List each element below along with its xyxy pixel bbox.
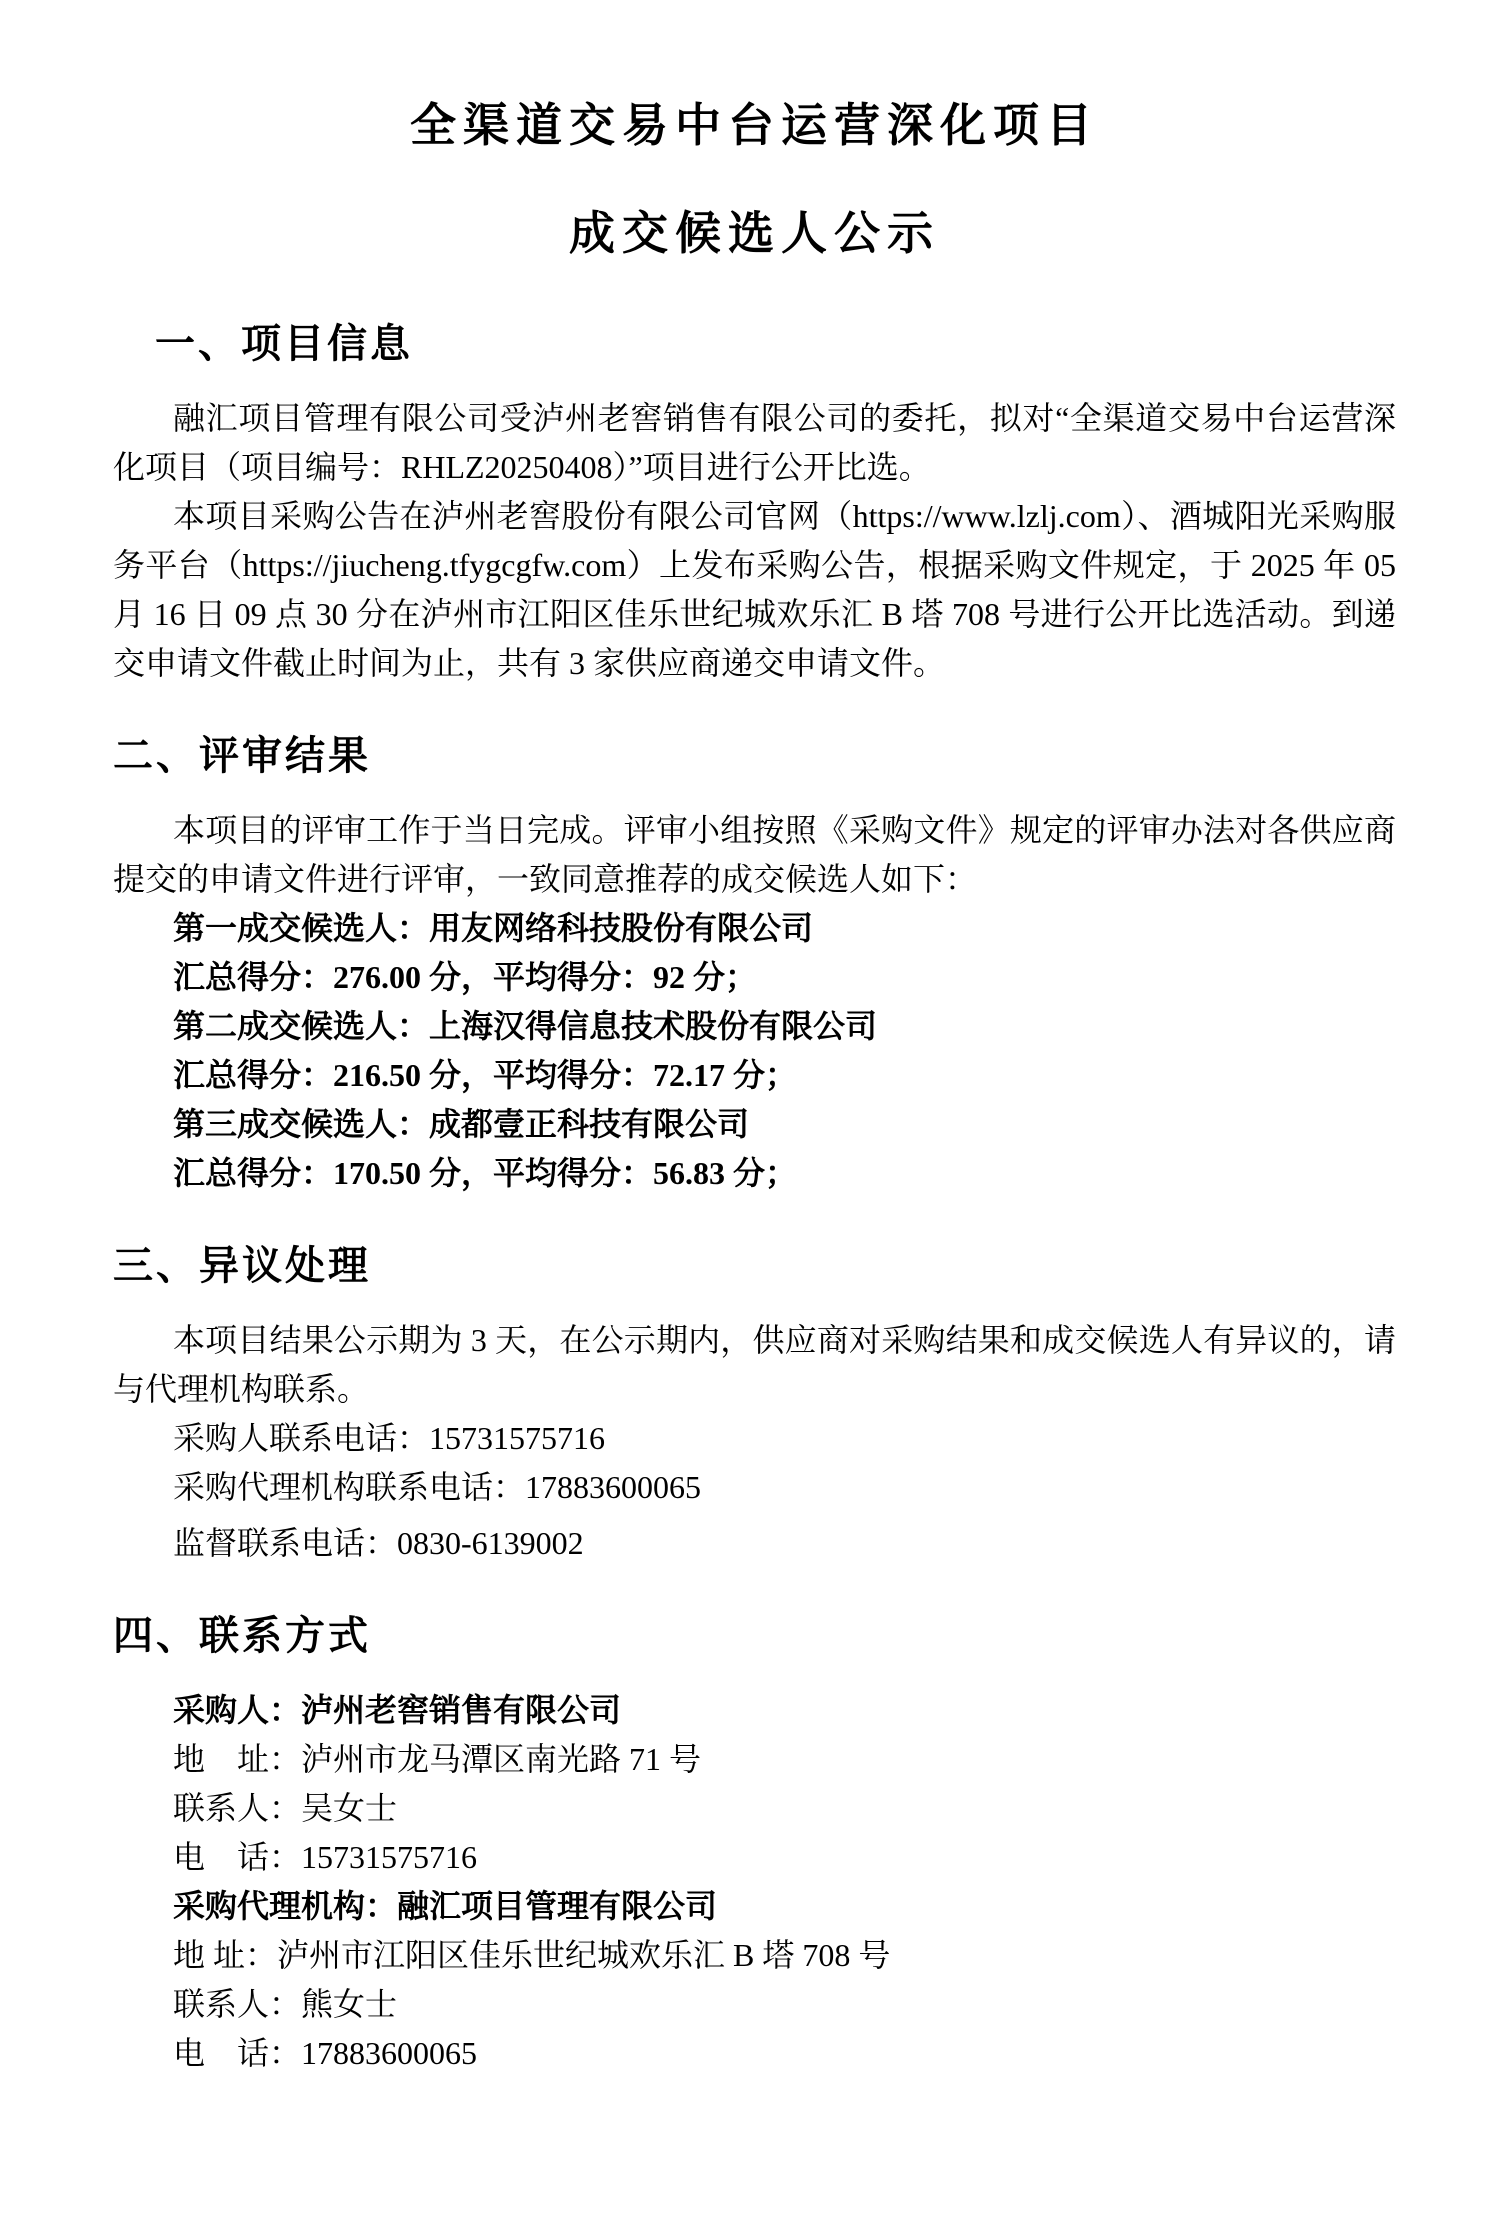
agency-contact-person-line: 联系人：熊女士 [173, 1986, 398, 2022]
candidate-3-score-line: 汇总得分：170.50 分，平均得分：56.83 分； [173, 1155, 798, 1191]
buyer-address-line: 地 址：泸州市龙马潭区南光路 71 号 [173, 1741, 702, 1777]
candidate-2-name-line: 第二成交候选人：上海汉得信息技术股份有限公司 [173, 1008, 878, 1044]
agency-name-line: 采购代理机构：融汇项目管理有限公司 [173, 1888, 718, 1924]
document-title-line1: 全渠道交易中台运营深化项目 [410, 100, 1099, 151]
section-3-heading: 三、异议处理 [113, 1243, 371, 1288]
candidate-2-score-line: 汇总得分：216.50 分，平均得分：72.17 分； [173, 1057, 798, 1093]
objection-paragraph: 本项目结果公示期为 3 天，在公示期内，供应商对采购结果和成交候选人有异议的，请与代理机构联系。 [113, 1322, 1396, 1407]
agency-contact-phone-line: 电 话：17883600065 [173, 2035, 478, 2071]
buyer-name-line: 采购人：泸州老窖销售有限公司 [173, 1692, 622, 1728]
candidate-1-name-line: 第一成交候选人：用友网络科技股份有限公司 [173, 910, 814, 946]
section-1-heading: 一、项目信息 [155, 321, 413, 366]
buyer-phone-line: 采购人联系电话：15731575716 [173, 1420, 606, 1456]
project-info-paragraph-2: 本项目采购公告在泸州老窖股份有限公司官网（https://www.lzlj.com）、酒城阳光采购服务平台（https://jiucheng.tfygcgfw.com）上发布采购公告，根据采购文件规定，于 2025 年 05 月 16 日 09 点 30 分在泸州市江阳区佳乐世纪城欢乐汇 B 塔 708 号进行公开比选活动。到递交申请文件截止时间为止，共有 3 家供应商递交申请文件。 [113, 498, 1404, 681]
agency-phone-line: 采购代理机构联系电话：17883600065 [173, 1469, 702, 1505]
section-4-heading: 四、联系方式 [113, 1613, 371, 1658]
candidate-1-score-line: 汇总得分：276.00 分，平均得分：92 分； [173, 959, 758, 995]
section-2-heading: 二、评审结果 [113, 733, 371, 778]
review-result-intro: 本项目的评审工作于当日完成。评审小组按照《采购文件》规定的评审办法对各供应商提交的申请文件进行评审，一致同意推荐的成交候选人如下： [113, 812, 1396, 897]
buyer-contact-person-line: 联系人：吴女士 [173, 1790, 398, 1826]
agency-address-line: 地 址：泸州市江阳区佳乐世纪城欢乐汇 B 塔 708 号 [173, 1937, 891, 1973]
candidate-3-name-line: 第三成交候选人：成都壹正科技有限公司 [173, 1106, 750, 1142]
supervision-phone-line: 监督联系电话：0830-6139002 [173, 1525, 584, 1561]
project-info-paragraph-1: 融汇项目管理有限公司受泸州老窖销售有限公司的委托，拟对“全渠道交易中台运营深化项目（项目编号：RHLZ20250408）”项目进行公开比选。 [113, 400, 1396, 485]
buyer-contact-phone-line: 电 话：15731575716 [173, 1839, 478, 1875]
document-title-line2: 成交候选人公示 [569, 208, 940, 259]
